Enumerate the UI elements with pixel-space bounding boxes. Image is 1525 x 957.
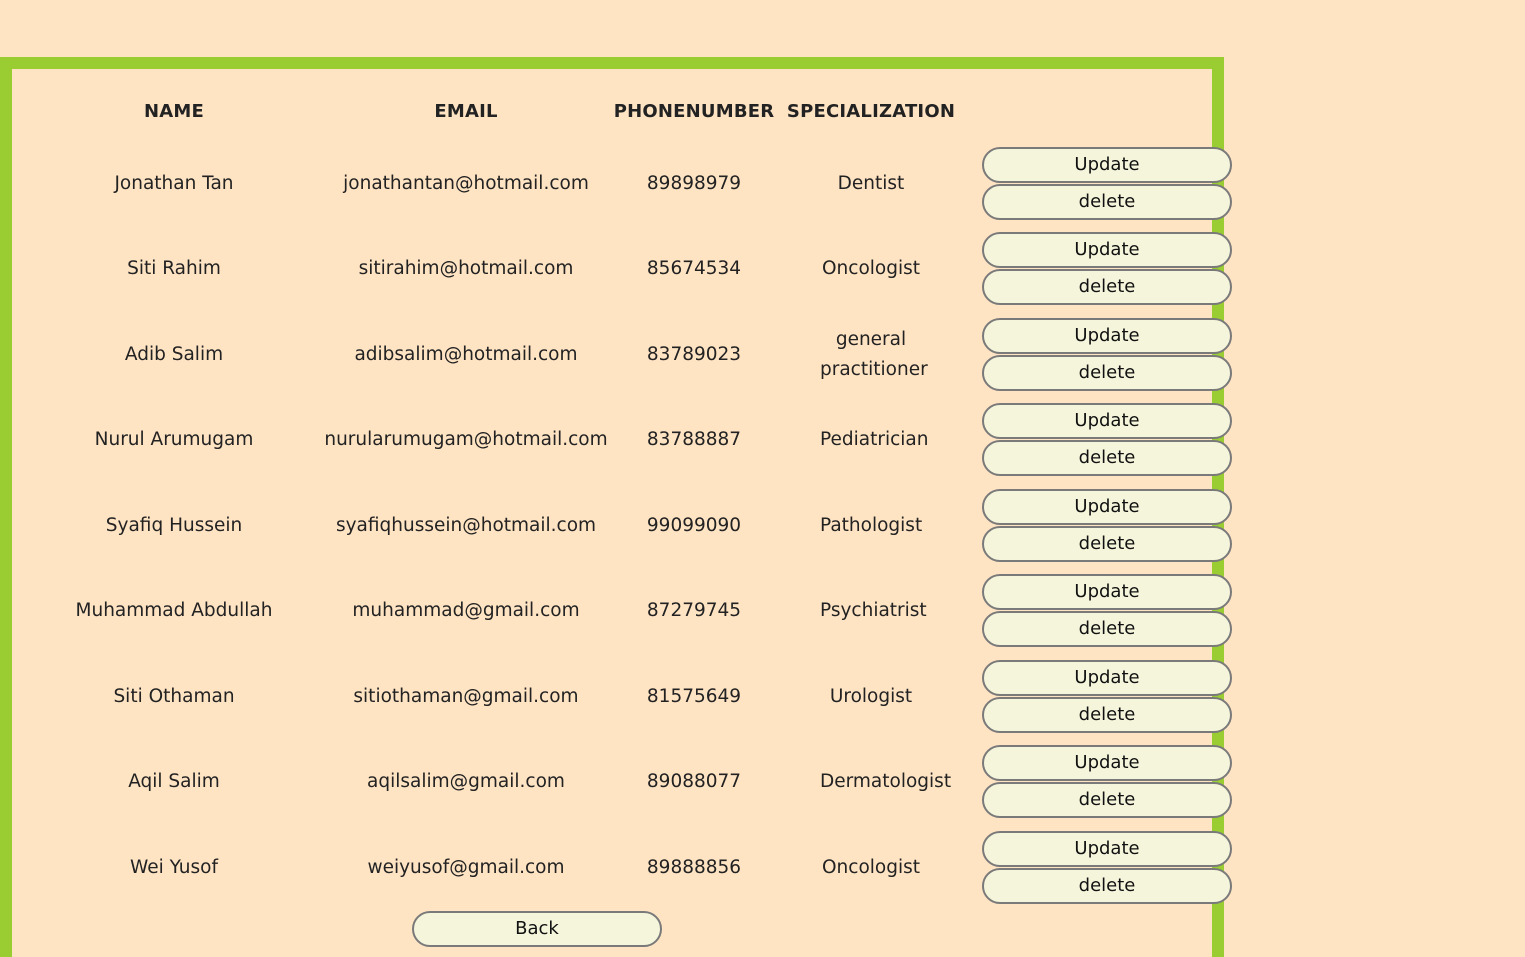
cell-actions [962, 569, 1224, 655]
update-button[interactable]: Update [982, 318, 1232, 354]
delete-button[interactable]: delete [982, 355, 1232, 391]
cell-email: sitirahim@hotmail.com [358, 258, 574, 280]
cell-actions [962, 312, 1224, 398]
doctors-table [24, 81, 1224, 911]
cell-phone: 81575649 [646, 685, 742, 707]
table-row [24, 740, 1224, 826]
cell-name: Muhammad Abdullah [75, 600, 273, 622]
cell-phone: 85674534 [646, 258, 742, 280]
cell-email: nurularumugam@hotmail.com [324, 429, 608, 451]
header-actions [962, 81, 1224, 141]
cell-name: Nurul Arumugam [94, 429, 254, 451]
update-button[interactable]: Update [982, 745, 1232, 781]
header-specialization: SPECIALIZATION [786, 100, 956, 122]
table-body [24, 141, 1224, 911]
cell-specialization: Oncologist [821, 856, 920, 878]
update-button[interactable]: Update [982, 831, 1232, 867]
header-name: NAME [143, 100, 204, 122]
update-button[interactable]: Update [982, 660, 1232, 696]
cell-email: weiyusof@gmail.com [367, 856, 565, 878]
update-button[interactable]: Update [982, 489, 1232, 525]
cell-name: Wei Yusof [130, 856, 218, 878]
cell-actions [962, 740, 1224, 826]
back-button[interactable]: Back [412, 911, 662, 947]
cell-specialization: Pediatrician [820, 429, 929, 451]
cell-actions [962, 227, 1224, 313]
update-button[interactable]: Update [982, 574, 1232, 610]
table-row [24, 483, 1224, 569]
cell-phone: 89898979 [646, 172, 742, 194]
cell-actions [962, 654, 1224, 740]
delete-button[interactable]: delete [982, 611, 1232, 647]
back-container [412, 911, 662, 947]
table-header-row [24, 81, 1224, 141]
table-row [24, 141, 1224, 227]
cell-name: Aqil Salim [128, 771, 220, 793]
cell-email: aqilsalim@gmail.com [367, 771, 565, 793]
table-row [24, 654, 1224, 740]
cell-actions [962, 141, 1224, 227]
delete-button[interactable]: delete [982, 184, 1232, 220]
cell-name: Siti Othaman [113, 685, 235, 707]
cell-email: syafiqhussein@hotmail.com [335, 514, 597, 536]
cell-specialization: Urologist [829, 685, 913, 707]
delete-button[interactable]: delete [982, 782, 1232, 818]
cell-specialization: Oncologist [821, 258, 920, 280]
update-button[interactable]: Update [982, 147, 1232, 183]
cell-name: Jonathan Tan [114, 172, 234, 194]
delete-button[interactable]: delete [982, 440, 1232, 476]
cell-email: sitiothaman@gmail.com [353, 685, 579, 707]
cell-name: Syafiq Hussein [105, 514, 243, 536]
table-row [24, 312, 1224, 398]
cell-name: Adib Salim [124, 343, 224, 365]
cell-actions [962, 483, 1224, 569]
cell-specialization: Psychiatrist [820, 600, 927, 622]
cell-phone: 89888856 [646, 856, 742, 878]
cell-email: adibsalim@hotmail.com [354, 343, 578, 365]
cell-specialization: Dentist [837, 172, 905, 194]
cell-phone: 89088077 [646, 771, 742, 793]
cell-email: muhammad@gmail.com [352, 600, 580, 622]
header-phone: PHONENUMBER [613, 100, 775, 122]
cell-specialization: Dermatologist [820, 771, 952, 793]
cell-phone: 83789023 [646, 343, 742, 365]
cell-email: jonathantan@hotmail.com [343, 172, 589, 194]
delete-button[interactable]: delete [982, 697, 1232, 733]
delete-button[interactable]: delete [982, 868, 1232, 904]
update-button[interactable]: Update [982, 232, 1232, 268]
cell-actions [962, 398, 1224, 484]
delete-button[interactable]: delete [982, 526, 1232, 562]
doctors-panel [0, 57, 1224, 957]
cell-specialization: Pathologist [820, 514, 923, 536]
cell-name: Siti Rahim [127, 258, 221, 280]
delete-button[interactable]: delete [982, 269, 1232, 305]
cell-actions [962, 825, 1224, 911]
cell-specialization: general practitioner [820, 328, 928, 380]
update-button[interactable]: Update [982, 403, 1232, 439]
cell-phone: 99099090 [646, 514, 742, 536]
table-row [24, 227, 1224, 313]
table-row [24, 825, 1224, 911]
cell-phone: 87279745 [646, 600, 742, 622]
header-email: EMAIL [434, 100, 498, 122]
table-row [24, 569, 1224, 655]
table-row [24, 398, 1224, 484]
cell-phone: 83788887 [646, 429, 742, 451]
